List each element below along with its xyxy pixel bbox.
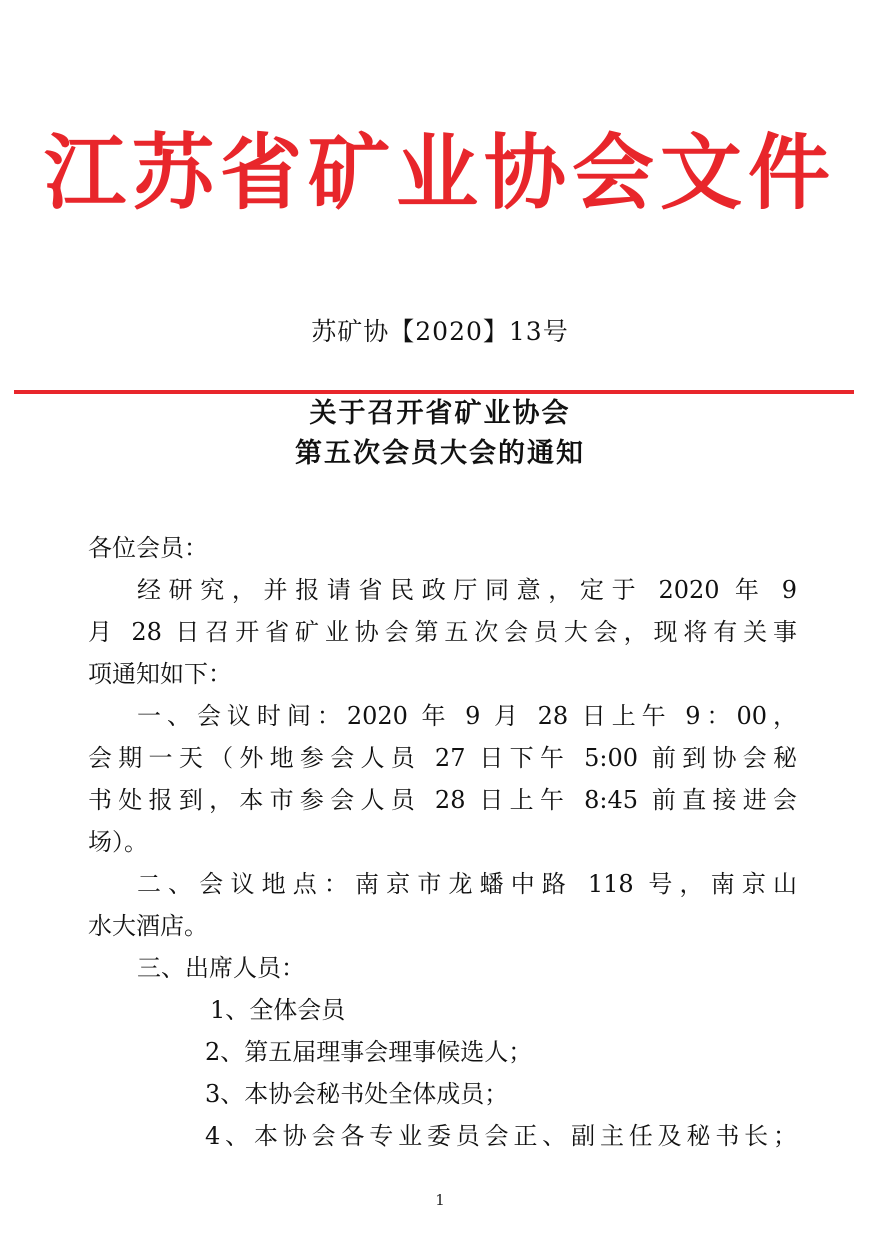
document-number: 苏矿协【2020】13号 xyxy=(311,317,569,346)
masthead-title: 江苏省矿业协会文件 xyxy=(43,125,836,221)
body-line: 场）。 xyxy=(88,828,148,856)
body-line: 月 28 日召开省矿业协会第五次会员大会，现将有关事 xyxy=(88,618,797,646)
notice-title-line-2: 第五次会员大会的通知 xyxy=(295,438,585,469)
attendee-item: 3、本协会秘书处全体成员； xyxy=(205,1080,509,1108)
attendee-item: 1、全体会员 xyxy=(210,996,346,1024)
attendee-item: 2、第五届理事会理事候选人； xyxy=(205,1038,533,1066)
body-line: 书处报到，本市参会人员 28 日上午 8:45 前直接进会 xyxy=(88,786,797,814)
attendee-item: 4、本协会各专业委员会正、副主任及秘书长； xyxy=(205,1122,797,1150)
attendees-heading: 三、出席人员： xyxy=(137,954,305,982)
meeting-time-line: 一、会议时间：2020 年 9 月 28 日上午 9：00， xyxy=(137,702,797,730)
notice-title-line-1: 关于召开省矿业协会 xyxy=(309,398,571,429)
salutation: 各位会员： xyxy=(88,534,208,562)
body-line: 会期一天（外地参会人员 27 日下午 5:00 前到协会秘 xyxy=(88,744,797,772)
body-line: 经研究，并报请省民政厅同意，定于 2020 年 9 xyxy=(137,576,797,604)
page-number: 1 xyxy=(435,1191,445,1209)
body-line: 项通知如下： xyxy=(88,660,232,688)
body-line: 水大酒店。 xyxy=(88,912,208,940)
meeting-location-line: 二、会议地点：南京市龙蟠中路 118 号，南京山 xyxy=(137,870,797,898)
